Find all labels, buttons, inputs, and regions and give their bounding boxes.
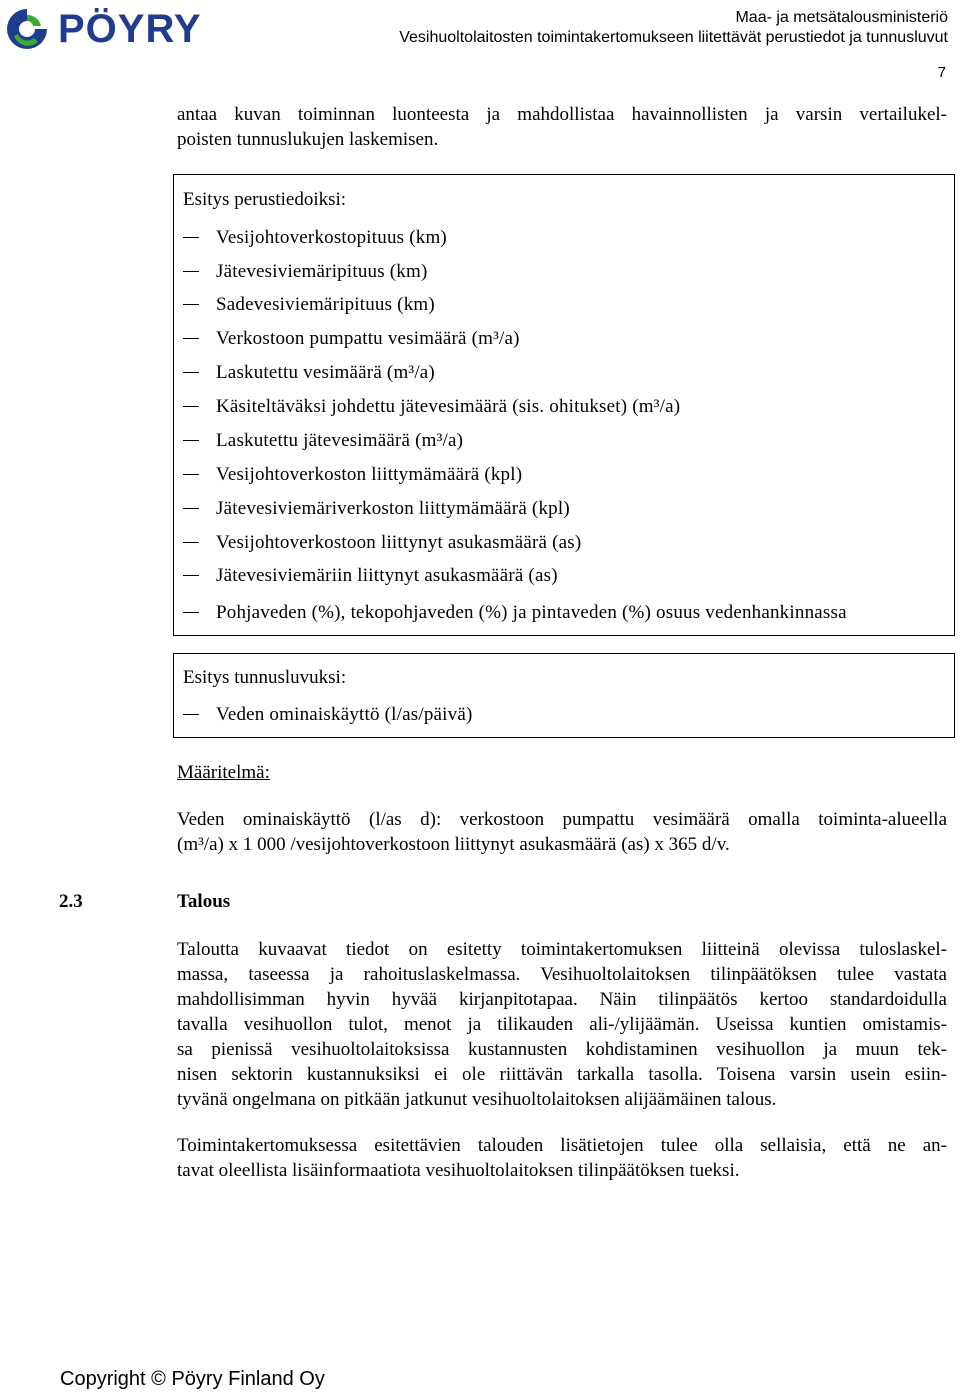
- definition-paragraph: [177, 807, 947, 857]
- list-item: Laskutettu vesimäärä (m³/a): [183, 361, 435, 385]
- text-line: mahdollisimman hyvin hyvää kirjanpitotapaa. Näin tilinpäätös kertoo standardoidulla: [177, 989, 947, 1010]
- text-line: tavalla vesihuollon tulot, menot ja tilikauden ali-/ylijäämän. Useissa kuntien omistamis-: [177, 1014, 947, 1035]
- dash-bullet-icon: [183, 372, 199, 373]
- list-item: Laskutettu jätevesimäärä (m³/a): [183, 429, 463, 453]
- poyry-logo: [4, 6, 202, 52]
- text-line: sa pienissä vesihuoltolaitoksissa kustannusten kohdistaminen vesihuollon ja muun tek-: [177, 1039, 947, 1060]
- list-item: Vesijohtoverkoston liittymämäärä (kpl): [183, 463, 522, 487]
- intro-paragraph: [177, 102, 947, 152]
- text-line: poisten tunnuslukujen laskemisen.: [177, 129, 439, 150]
- header-ministry: Maa- ja metsätalousministeriö: [735, 9, 948, 26]
- logo-text: PÖYRY: [58, 7, 202, 51]
- dash-bullet-icon: [183, 575, 199, 576]
- dash-bullet-icon: [183, 508, 199, 509]
- dash-bullet-icon: [183, 612, 199, 613]
- poyry-swirl-icon: [4, 6, 50, 52]
- dash-bullet-icon: [183, 237, 199, 238]
- dash-bullet-icon: [183, 542, 199, 543]
- text-line: tyvänä ongelmana on pitkään jatkunut vesihuoltolaitoksen alijäämäinen talous.: [177, 1089, 777, 1110]
- basics-box: [173, 174, 955, 636]
- indicators-box-title: Esitys tunnusluvuksi:: [183, 667, 347, 688]
- dash-bullet-icon: [183, 474, 199, 475]
- text-line: nisen sektorin kustannuksiksi ei ole riittävän tarkalla tasolla. Toisena varsin usein esiin-: [177, 1064, 947, 1085]
- list-item: Jätevesiviemäriverkoston liittymämäärä (kpl): [183, 497, 570, 521]
- dash-bullet-icon: [183, 304, 199, 305]
- list-item: Veden ominaiskäyttö (l/as/päivä): [183, 703, 473, 727]
- dash-bullet-icon: [183, 338, 199, 339]
- dash-bullet-icon: [183, 271, 199, 272]
- list-item: Verkostoon pumpattu vesimäärä (m³/a): [183, 327, 520, 351]
- header-info: [399, 8, 948, 48]
- dash-bullet-icon: [183, 440, 199, 441]
- list-item: Vesijohtoverkostoon liittynyt asukasmäärä (as): [183, 531, 581, 555]
- text-line: (m³/a) x 1 000 /vesijohtoverkostoon liittynyt asukasmäärä (as) x 365 d/v.: [177, 834, 730, 855]
- list-item: Vesijohtoverkostopituus (km): [183, 226, 447, 250]
- footer-copyright: Copyright © Pöyry Finland Oy: [60, 1368, 325, 1390]
- indicators-box: [173, 653, 955, 738]
- basics-box-title: Esitys perustiedoiksi:: [183, 189, 347, 210]
- page-number: 7: [937, 64, 946, 81]
- dash-bullet-icon: [183, 406, 199, 407]
- text-line: tavat oleellista lisäinformaatiota vesihuoltolaitoksen tilinpäätöksen tueksi.: [177, 1160, 740, 1181]
- text-line: Toimintakertomuksessa esitettävien talouden lisätietojen tulee olla sellaisia, että ne an-: [177, 1135, 947, 1156]
- list-item: Jätevesiviemäriin liittynyt asukasmäärä (as): [183, 564, 558, 588]
- list-item: Jätevesiviemäripituus (km): [183, 260, 428, 284]
- header-subtitle: Vesihuoltolaitosten toimintakertomukseen liitettävät perustiedot ja tunnusluvut: [399, 29, 948, 46]
- text-line: Veden ominaiskäyttö (l/as d): verkostoon pumpattu vesimäärä omalla toiminta-alueella: [177, 809, 947, 830]
- dash-bullet-icon: [183, 714, 199, 715]
- text-line: massa, taseessa ja rahoituslaskelmassa. Vesihuoltolaitoksen tilinpäätöksen tulee vastata: [177, 964, 947, 985]
- definition-label: Määritelmä:: [177, 762, 270, 783]
- text-line: antaa kuvan toiminnan luonteesta ja mahdollistaa havainnollisten ja varsin vertailukel-: [177, 104, 947, 125]
- section-paragraph-2: [177, 1133, 947, 1183]
- section-title: Talous: [177, 891, 231, 912]
- section-paragraph-1: [177, 937, 947, 1112]
- list-item: Sadevesiviemäripituus (km): [183, 293, 435, 317]
- list-item: Pohjaveden (%), tekopohjaveden (%) ja pintaveden (%) osuus vedenhankinnassa: [183, 601, 847, 625]
- section-number: 2.3: [59, 891, 83, 912]
- text-line: Taloutta kuvaavat tiedot on esitetty toimintakertomuksen liitteinä olevissa tuloslaskel-: [177, 939, 947, 960]
- list-item: Käsiteltäväksi johdettu jätevesimäärä (sis. ohitukset) (m³/a): [183, 395, 680, 419]
